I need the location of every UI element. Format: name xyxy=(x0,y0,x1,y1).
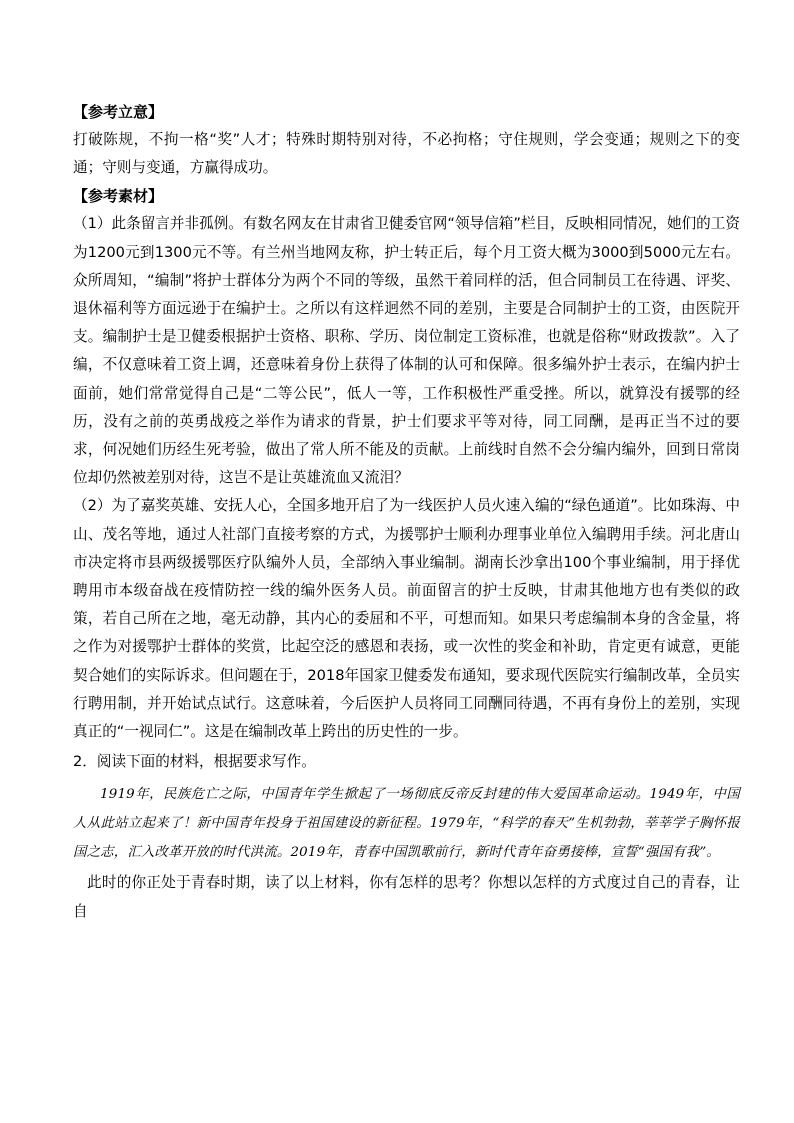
item-2-title: 2．阅读下面的材料，根据要求写作。 xyxy=(73,753,316,771)
lizhi-text: 打破陈规，不拘一格“奖”人才；特殊时期特别对待，不必拘格；守住规则，学会变通；规则之下的变通；守则与变通，方赢得成功。 xyxy=(73,131,740,177)
document-content xyxy=(73,98,740,926)
sucai-paragraph-1: （1）此条留言并非孤例。有数名网友在甘肃省卫健委官网“领导信箱”栏目，反映相同情况，她们的工资为1200元到1300元不等。有兰州当地网友称，护士转正后，每个月工资大概为3000到5000元左右。众所周知，“编制”将护士群体分为两个不同的等级，虽然干着同样的活，但合同制员工在待遇、评奖、退休福利等方面远逊于在编护士。之所以有这样迥然不同的差别，主要是合同制护士的工资，由医院开支。编制护士是卫健委根据护士资格、职称、学历、岗位制定工资标准，也就是俗称“财政拨款”。入了编，不仅意味着工资上调，还意味着身份上获得了体制的认可和保障。很多编外护士表示，在编内护士面前，她们常常觉得自己是“二等公民”，低人一等，工作积极性严重受挫。所以，就算没有援鄂的经历，没有之前的英勇战疫之举作为请求的背景，护士们要求平等对待，同工同酬，是再正当不过的要求，何况她们历经生死考验，做出了常人所不能及的贡献。上前线时自然不会分编内编外，回到日常岗位却仍然被差别对待，这岂不是让英雄流血又流泪？ xyxy=(73,215,740,487)
item-2-material-quote: 1919年，民族危亡之际，中国青年学生掀起了一场彻底反帝反封建的伟大爱国革命运动。1949年，中国人从此站立起来了！新中国青年投身于祖国建设的新征程。1979年，“科学的春天”生机勃勃，莘莘学子胸怀报国之志，汇入改革开放的时代洪流。2019年，青春中国凯歌前行，新时代青年奋勇接棒，宣誓“强国有我”。 xyxy=(73,787,740,861)
sucai-heading: 【参考素材】 xyxy=(73,187,164,206)
item-2-prompt: 此时的你正处于青春时期，读了以上材料，你有怎样的思考？你想以怎样的方式度过自己的青春，让自 xyxy=(73,874,740,920)
lizhi-heading: 【参考立意】 xyxy=(73,103,164,121)
sucai-paragraph-2: （2）为了嘉奖英雄、安抚人心，全国多地开启了为一线医护人员火速入编的“绿色通道”。比如珠海、中山、茂名等地，通过人社部门直接考察的方式，为援鄂护士顺利办理事业单位入编聘用手续。河北唐山市决定将市县两级援鄂医疗队编外人员，全部纳入事业编制。湖南长沙拿出100个事业编制，用于择优聘用市本级奋战在疫情防控一线的编外医务人员。前面留言的护士反映，甘肃其他地方也有类似的政策，若自己所在之地，毫无动静，其内心的委屈和不平，可想而知。如果只考虑编制本身的含金量，将之作为对援鄂护士群体的奖赏，比起空泛的感恩和表扬，或一次性的奖金和补助，肯定更有诚意，更能契合她们的实际诉求。但问题在于，2018年国家卫健委发布通知，要求现代医院实行编制改革，全员实行聘用制，并开始试点试行。这意味着，今后医护人员将同工同酬同待遇，不再有身份上的差别，实现真正的“一视同仁”。这是在编制改革上跨出的历史性的一步。 xyxy=(73,497,740,741)
